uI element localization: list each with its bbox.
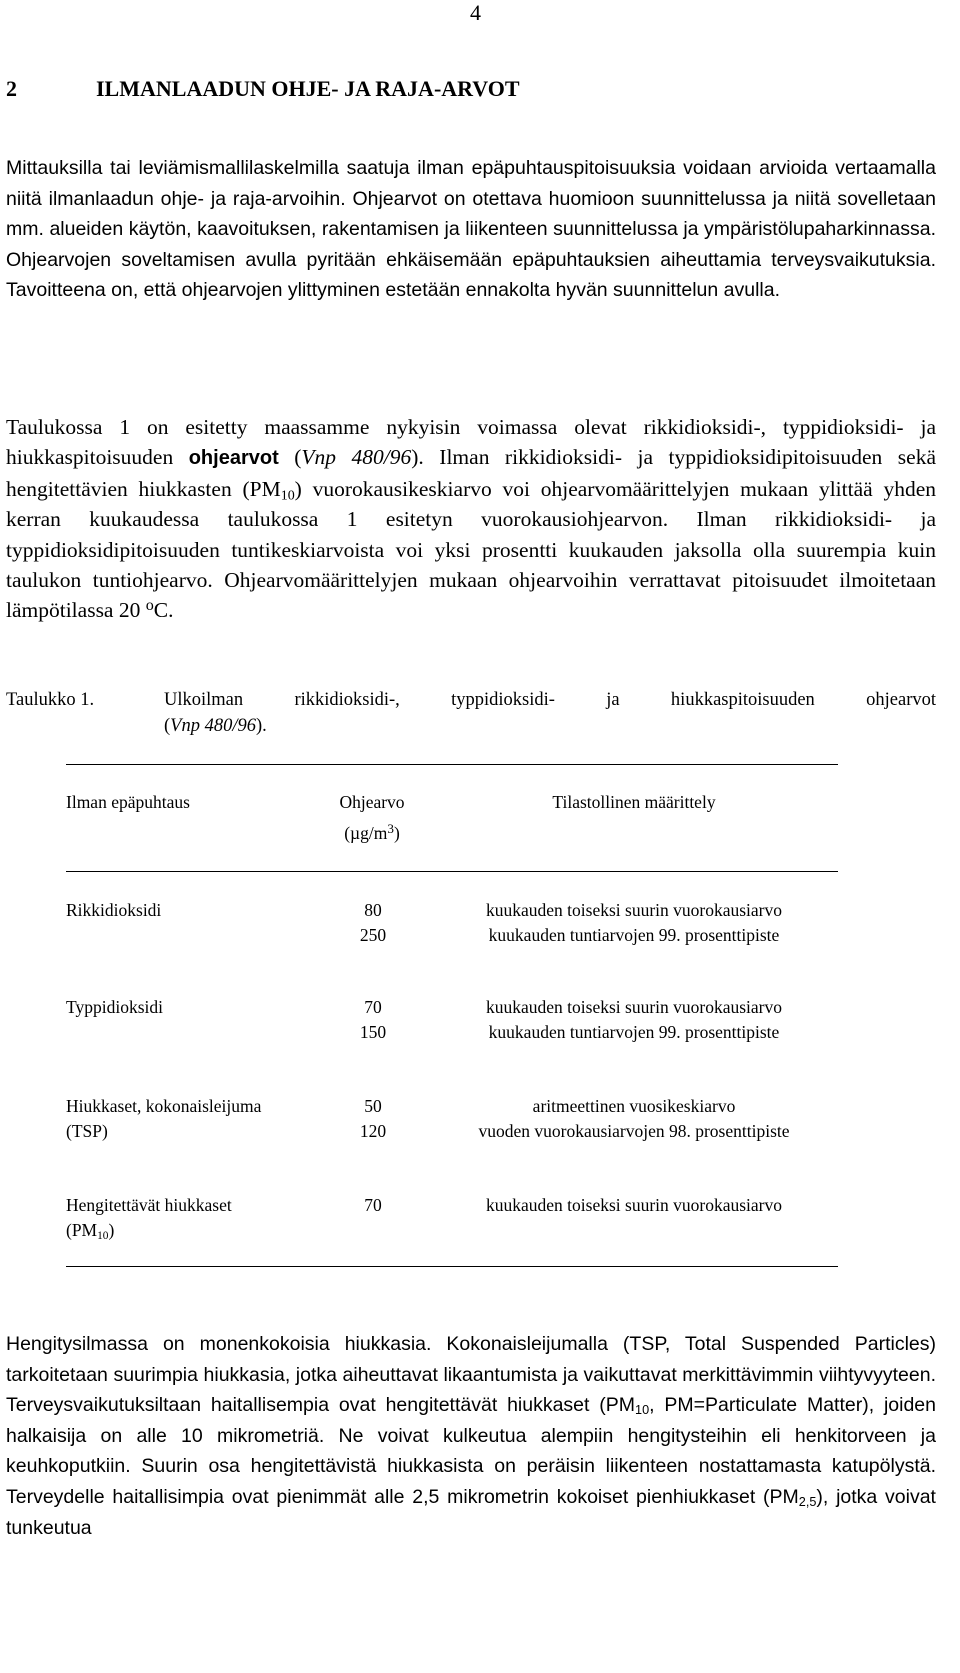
- para3-text-a: Hengitysilmassa on monenkokoisia hiukkasia. Kokonaisleijumalla (TSP, Total Suspended Particles) tarkoitetaan suurimpia hiukkasia, jotka aiheuttavat likaantumista ja vaikuttavat merkittävimmin viihtyvyyteen. Terveysvaikutuksiltaan haitallisempia ovat hengitettävät hiukkaset (PM: [6, 1333, 936, 1417]
- header-pollutant: Ilman epäpuhtaus: [66, 792, 190, 812]
- row-pm10-name: Hengitettävät hiukkaset: [66, 1195, 232, 1215]
- para2-text-g: C.: [153, 598, 174, 623]
- row-tsp-name: Hiukkaset, kokonaisleijuma: [66, 1096, 262, 1116]
- para2-text-c: (: [278, 445, 302, 470]
- para3-text-b: , PM=Particulate Matter), joiden halkaisija on alle 10 mikrometriä. Ne voivat kulkeutua alempiin hengitysteihin eli henkitorveen ja keuhkoputkiin. Suurin osa hengitettävistä hiukkasista on peräisin liikenteen nostattamasta katupölystä. Terveydelle haitallisimpia ovat pienimmät alle 2,5 mikrometrin kokoiset pienhiukkaset (PM: [6, 1394, 936, 1508]
- para3-text-c: ), jotka voivat tunkeutua: [6, 1485, 936, 1539]
- header-unit: $(\mu g/m^3)$: [344, 821, 400, 843]
- para3-subscript-2-5: 2,5: [798, 1495, 817, 1510]
- row-no2-name: Typpidioksidi: [66, 997, 163, 1017]
- caption-line1: Ulkoilman rikkidioksidi-, typpidioksidi- ja hiukkaspitoisuuden ohjearvot: [164, 690, 936, 710]
- para3-subscript-10: 10: [635, 1403, 650, 1418]
- para2-reference: Vnp 480/96: [301, 445, 412, 470]
- row-tsp-desc1: aritmeettinen vuosikeskiarvo: [532, 1096, 736, 1116]
- section-heading: [6, 76, 520, 102]
- row-so2-value1: 80: [364, 900, 382, 920]
- particles-paragraph: [6, 1329, 936, 1543]
- table-top-rule: [66, 764, 838, 765]
- header-guideline: Ohjearvo: [339, 792, 405, 812]
- row-so2-value2: 250: [359, 925, 387, 945]
- row-tsp-value1: 50: [364, 1096, 382, 1116]
- row-no2-value1: 70: [364, 997, 382, 1017]
- row-tsp-value2: 120: [359, 1121, 387, 1141]
- para2-text-e: ). Ilman rikkidioksidi- ja typpidioksidipitoisuuden sekä hengitettävien hiukkasten (PM: [6, 445, 936, 501]
- row-no2-desc1: kuukauden toiseksi suurin vuorokausiarvo: [486, 997, 782, 1017]
- intro-paragraph: Mittauksilla tai leviämismallilaskelmilla saatuja ilman epäpuhtauspitoisuuksia voidaan arvioida vertaamalla niitä ilmanlaadun ohje- ja raja-arvoihin. Ohjearvot on otettava huomioon suunnittelussa ja niitä sovelletaan mm. alueiden käytön, kaavoituksen, rakentamisen ja liikenteen suunnittelussa ja ympäristölupaharkinnassa. Ohjearvojen soveltamisen avulla pyritään ehkäisemään epäpuhtauksien aiheuttamia terveysvaikutuksia. Tavoitteena on, että ohjearvojen ylittyminen estetään ennakolta hyvän suunnittelun avulla.: [6, 157, 936, 302]
- row-pm10-desc1: kuukauden toiseksi suurin vuorokausiarvo: [486, 1195, 782, 1215]
- section-title: ILMANLAADUN OHJE- JA RAJA-ARVOT: [96, 76, 520, 101]
- header-statistic: Tilastollinen määrittely: [552, 792, 716, 812]
- caption-reference: Vnp 480/96: [170, 716, 256, 736]
- degree-symbol: o: [145, 597, 154, 615]
- row-no2-value2: 150: [359, 1022, 387, 1042]
- caption-label: Taulukko 1.: [6, 690, 95, 710]
- table-bottom-rule: [66, 1266, 838, 1267]
- row-tsp-desc2: vuoden vuorokausiarvojen 98. prosenttipiste: [478, 1121, 790, 1141]
- para2-text-a: Taulukossa 1 on esitetty maassamme nykyisin voimassa olevat rikkidioksidi-, typpidioksidi- ja hiukkaspitoisuuden: [6, 415, 936, 470]
- para2-text-f: ) vuorokausikeskiarvo voi ohjearvomäärittelyjen mukaan ylittää yhden kerran kuukaudessa taulukossa 1 esitetyn vuorokausiohjearvon. Ilman rikkidioksidi- ja typpidioksidipitoisuuden tuntikeskiarvoista voi yksi prosentti kuukauden jaksolla olla suurempia kuin taulukon tuntiohjearvo. Ohjearvomäärittelyjen mukaan ohjearvoihin verrattavat pitoisuudet ilmoitetaan lämpötilassa 20: [6, 476, 936, 623]
- row-no2-desc2: kuukauden tuntiarvojen 99. prosenttipiste: [488, 1022, 780, 1042]
- row-so2-desc2: kuukauden tuntiarvojen 99. prosenttipiste: [488, 925, 780, 945]
- caption-line2: (Vnp 480/96).: [164, 716, 267, 736]
- para2-bold-term: ohjearvot: [188, 447, 279, 470]
- row-so2-name: Rikkidioksidi: [66, 900, 162, 920]
- row-tsp-name2: (TSP): [66, 1121, 108, 1141]
- row-pm10-value1: 70: [364, 1195, 382, 1215]
- page-number: 4: [470, 0, 481, 25]
- para2-subscript: 10: [280, 488, 295, 504]
- table-intro-paragraph: [6, 412, 936, 626]
- row-pm10-name2: $(PM_{10})$: [66, 1220, 115, 1242]
- row-so2-desc1: kuukauden toiseksi suurin vuorokausiarvo: [486, 900, 782, 920]
- table-header-rule: [66, 871, 838, 872]
- section-number: 2: [6, 76, 17, 101]
